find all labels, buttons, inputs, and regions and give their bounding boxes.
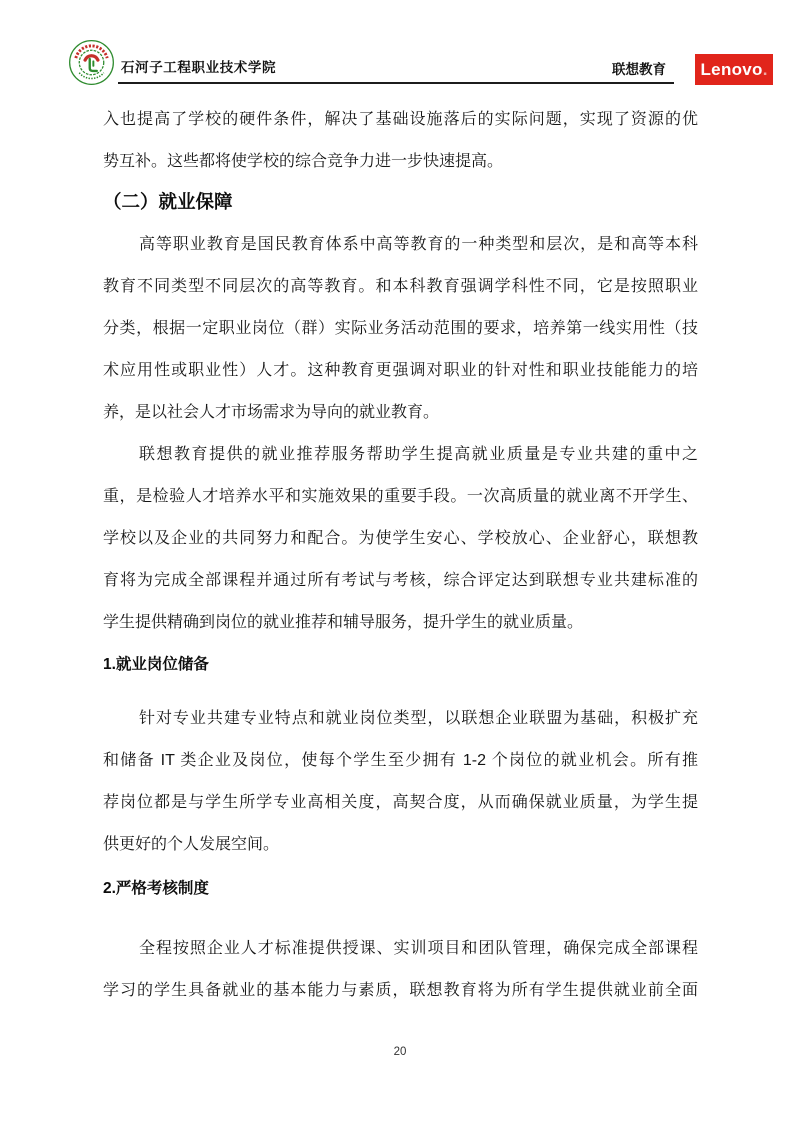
body-text-line: 学校以及企业的共同努力和配合。为使学生安心、学校放心、企业舒心，联想教 [103, 530, 698, 547]
body-text-line: 重，是检验人才培养水平和实施效果的重要手段。一次高质量的就业离不开学生、 [103, 488, 698, 505]
body-text-line: 联想教育提供的就业推荐服务帮助学生提高就业质量是专业共建的重中之 [139, 446, 698, 463]
college-name: 石河子工程职业技术学院 [121, 60, 277, 75]
document-body [103, 99, 698, 1012]
body-text-line: 势互补。这些都将使学校的综合竞争力进一步快速提高。 [103, 153, 504, 170]
subsection-heading-assessment: 2.严格考核制度 [103, 880, 209, 897]
page-number: 20 [393, 1046, 407, 1058]
body-text-line: 和储备 IT 类企业及岗位，使每个学生至少拥有 1-2 个岗位的就业机会。所有推 [103, 752, 698, 769]
body-text-line: 供更好的个人发展空间。 [103, 836, 280, 853]
body-text-line: 学习的学生具备就业的基本能力与素质，联想教育将为所有学生提供就业前全面 [103, 982, 698, 999]
partner-label: 联想教育 [612, 62, 666, 77]
body-text-line: 术应用性或职业性）人才。这种教育更强调对职业的针对性和职业技能能力的培 [103, 362, 698, 379]
body-text-line: 全程按照企业人才标准提供授课、实训项目和团队管理，确保完成全部课程 [139, 940, 698, 957]
body-text-line: 入也提高了学校的硬件条件，解决了基础设施落后的实际问题，实现了资源的优 [103, 111, 698, 128]
lenovo-wordmark-dot: . [762, 60, 768, 79]
lenovo-wordmark: Lenovo [700, 60, 763, 79]
body-text-line: 高等职业教育是国民教育体系中高等教育的一种类型和层次，是和高等本科 [139, 236, 698, 253]
college-seal-icon [68, 39, 115, 86]
body-text-line: 分类，根据一定职业岗位（群）实际业务活动范围的要求，培养第一线实用性（技 [103, 320, 698, 337]
subsection-heading-jobs-reserve: 1.就业岗位储备 [103, 656, 209, 673]
header-divider [118, 82, 674, 84]
body-text-line: 养，是以社会人才市场需求为导向的就业教育。 [103, 404, 440, 421]
lenovo-logo [695, 54, 773, 85]
body-text-line: 针对专业共建专业特点和就业岗位类型，以联想企业联盟为基础，积极扩充 [139, 710, 698, 727]
section-heading: （二）就业保障 [103, 191, 233, 212]
body-text-line: 教育不同类型不同层次的高等教育。和本科教育强调学科性不同，它是按照职业 [103, 278, 698, 295]
body-text-line: 学生提供精确到岗位的就业推荐和辅导服务，提升学生的就业质量。 [103, 614, 584, 631]
body-text-line: 荐岗位都是与学生所学专业高相关度，高契合度，从而确保就业质量，为学生提 [103, 794, 698, 811]
body-text-line: 育将为完成全部课程并通过所有考试与考核，综合评定达到联想专业共建标准的 [103, 572, 698, 589]
